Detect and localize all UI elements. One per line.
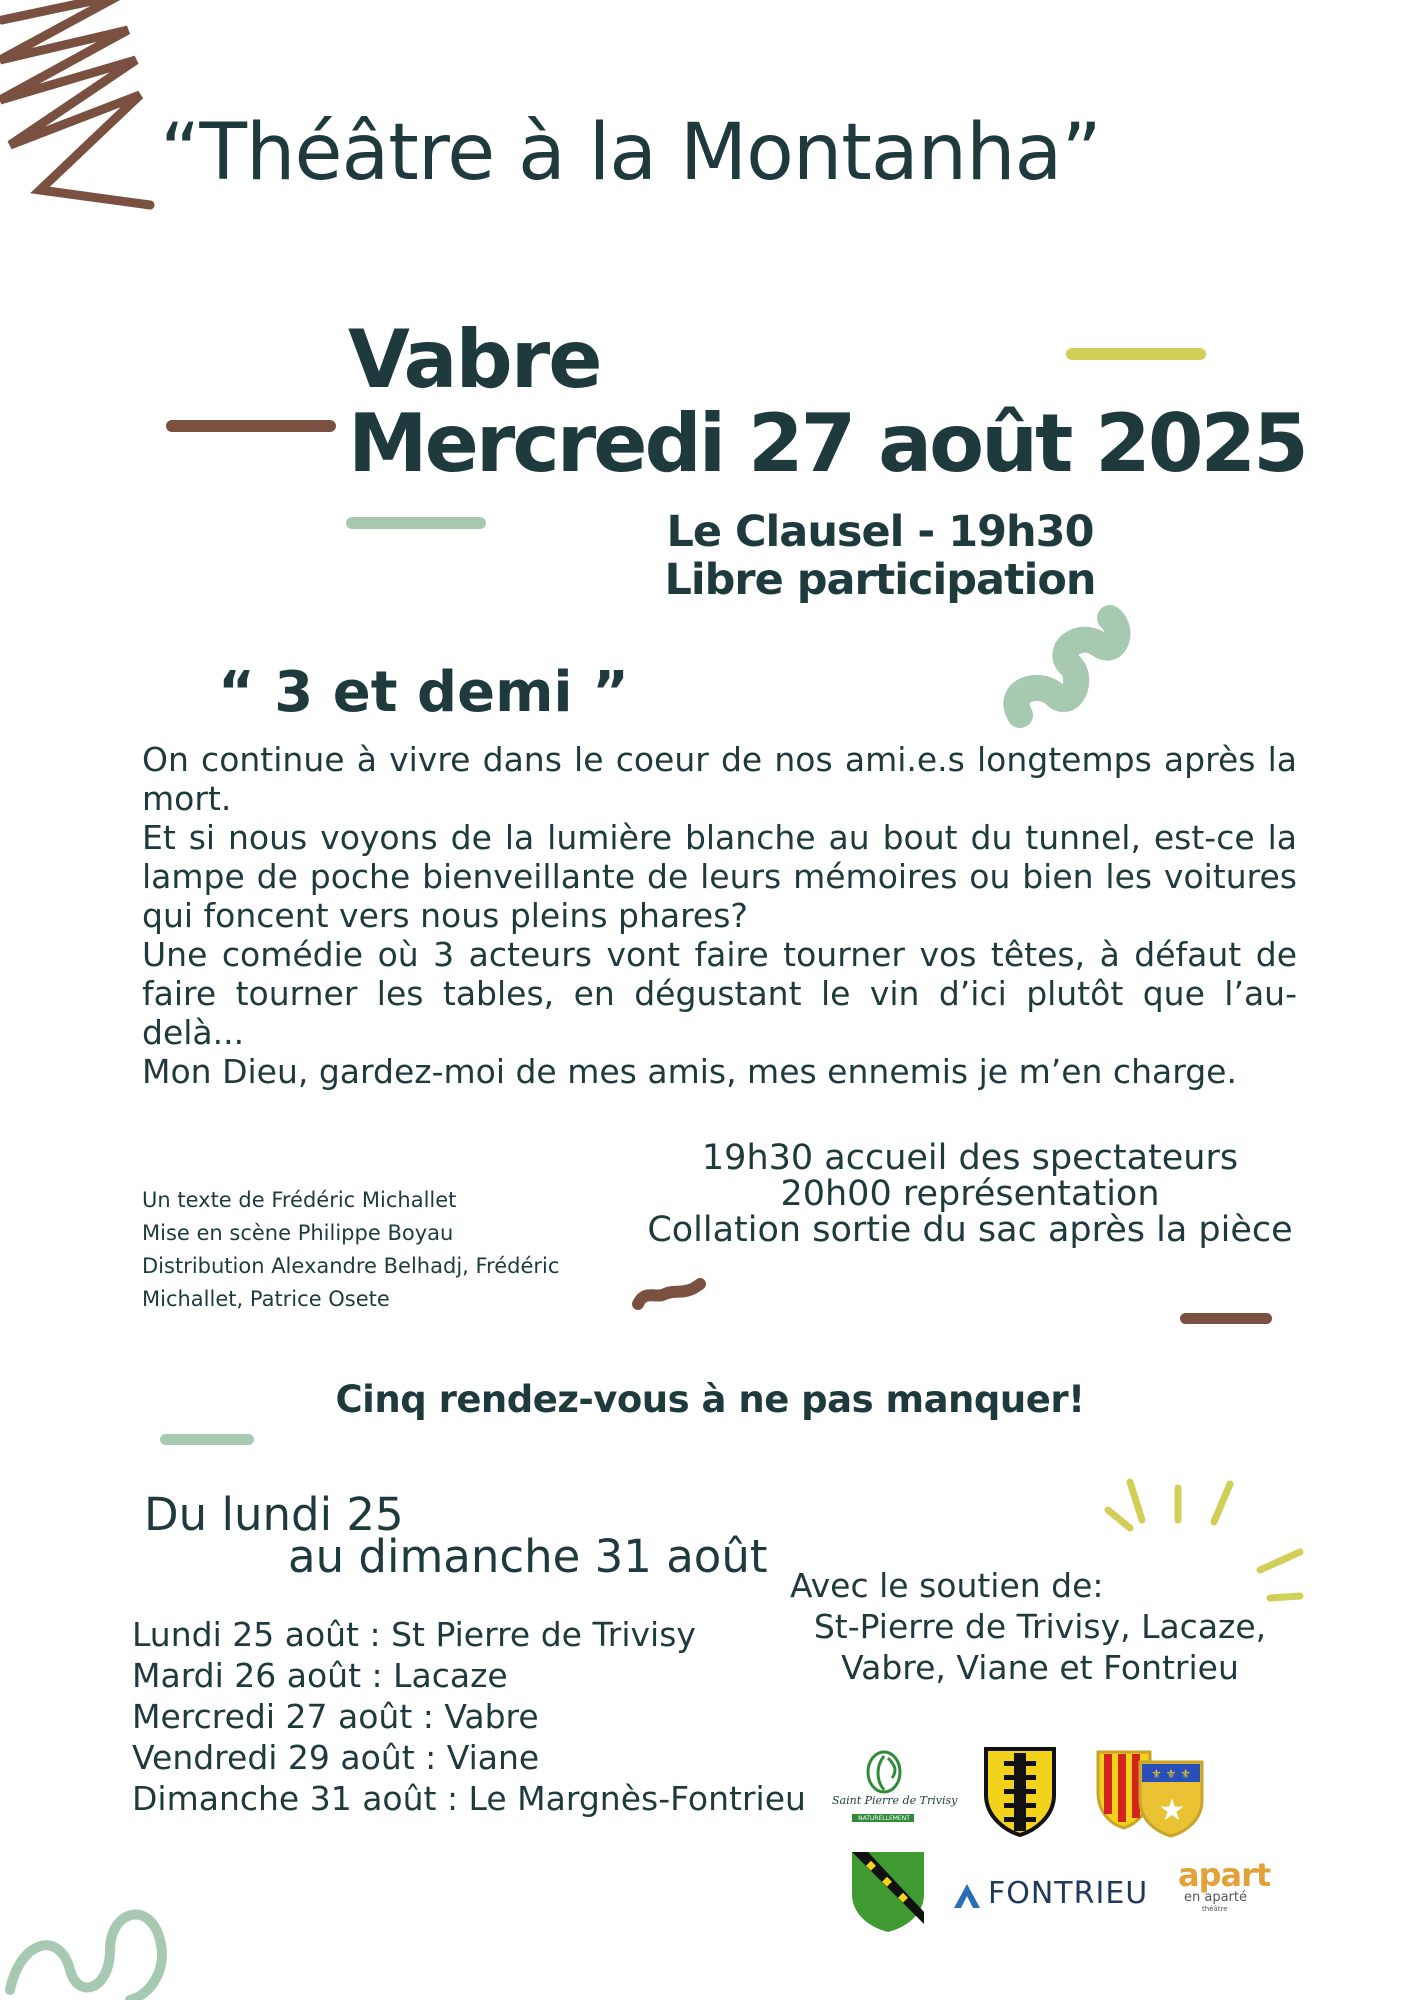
apart-en-aparte-logo: [1178, 1856, 1278, 1926]
partner-line: St-Pierre de Trivisy, Lacaze,: [813, 1607, 1267, 1646]
credit-line: Un texte de Frédéric Michallet: [142, 1188, 457, 1212]
schedule-line: 19h30 accueil des spectateurs: [701, 1138, 1239, 1178]
list-item: Mercredi 27 août : Vabre: [132, 1697, 539, 1736]
series-title: “Théâtre à la Montanha”: [160, 108, 1101, 198]
decor-dash-sage: [346, 517, 486, 529]
apart-tagline: en aparté: [1184, 1890, 1247, 1905]
apart-wordmark: apart: [1178, 1856, 1271, 1894]
fontrieu-mark-icon: [952, 1882, 982, 1912]
schedule-line: Collation sortie du sac après la pièce: [647, 1210, 1293, 1250]
list-item: Lundi 25 août : St Pierre de Trivisy: [132, 1615, 696, 1654]
event-entry: Libre participation: [664, 555, 1096, 605]
tour-range-end: au dimanche 31 août: [288, 1530, 768, 1583]
synopsis-paragraph: Mon Dieu, gardez-moi de mes amis, mes ennemis je m’en charge.: [142, 1052, 1237, 1091]
st-pierre-logo-text: Saint Pierre de Trivisy: [832, 1794, 958, 1807]
synopsis-paragraph: Et si nous voyons de la lumière blanche au bout du tunnel, est-ce la lampe de poche bienveillante de leurs mémoires ou bien les voitures qui foncent vers nous pleins phares?: [142, 818, 1297, 935]
fontrieu-logo: [952, 1876, 1152, 1916]
evening-schedule: [620, 1140, 1320, 1248]
schedule-line: 20h00 représentation: [780, 1174, 1160, 1214]
synopsis: [142, 740, 1297, 1091]
st-pierre-de-trivisy-logo: [832, 1748, 958, 1832]
tour-range-start: Du lundi 25: [144, 1488, 404, 1541]
squiggle-sage-decoration: [1000, 600, 1140, 730]
synopsis-paragraph: On continue à vivre dans le coeur de nos ami.e.s longtemps après la mort.: [142, 740, 1297, 818]
credit-line: Mise en scène Philippe Boyau: [142, 1221, 454, 1245]
event-venue: Le Clausel - 19h30: [666, 507, 1094, 557]
list-item: Mardi 26 août : Lacaze: [132, 1656, 508, 1695]
list-item: Vendredi 29 août : Viane: [132, 1738, 540, 1777]
partner-line: Vabre, Viane et Fontrieu: [841, 1648, 1239, 1687]
svg-text:★: ★: [1158, 1793, 1186, 1828]
support-heading: Avec le soutien de:: [790, 1566, 1104, 1605]
list-item: Dimanche 31 août : Le Margnès-Fontrieu: [132, 1779, 806, 1818]
decor-dash-brown: [166, 420, 336, 432]
svg-text:⚜ ⚜ ⚜: ⚜ ⚜ ⚜: [1151, 1767, 1191, 1781]
squiggle-brown-decoration: [630, 1274, 710, 1314]
play-title: “ 3 et demi ”: [218, 660, 629, 725]
event-town: Vabre: [348, 313, 601, 406]
brush-stroke-decoration: [0, 0, 160, 215]
coat-of-arms-vabre-icon: [1094, 1744, 1206, 1840]
support-partners: [790, 1606, 1290, 1688]
decor-dash-lime: [1066, 348, 1206, 360]
coat-of-arms-lacaze-icon: [982, 1745, 1058, 1837]
loop-sage-decoration: [0, 1870, 200, 2000]
event-date: Mercredi 27 août 2025: [348, 397, 1306, 490]
credits: [142, 1184, 602, 1316]
apart-subtitle: théâtre: [1202, 1905, 1228, 1913]
tour-headline: Cinq rendez-vous à ne pas manquer!: [335, 1378, 1085, 1421]
st-pierre-logo-tagline: NATURELLEMENT: [858, 1815, 910, 1822]
synopsis-paragraph: Une comédie où 3 acteurs vont faire tourner vos têtes, à défaut de faire tourner les tables, en dégustant le vin d’ici plutôt que l’au-delà...: [142, 935, 1297, 1052]
fontrieu-wordmark: FONTRIEU: [988, 1876, 1149, 1911]
sunburst-decoration: [1090, 1470, 1310, 1610]
coat-of-arms-viane-icon: [848, 1848, 928, 1934]
decor-dash-sage: [160, 1434, 254, 1445]
tour-dates-list: [132, 1614, 806, 1819]
credit-line: Distribution Alexandre Belhadj, Frédéric Michallet, Patrice Osete: [142, 1254, 560, 1311]
decor-dash-brown: [1180, 1313, 1272, 1324]
